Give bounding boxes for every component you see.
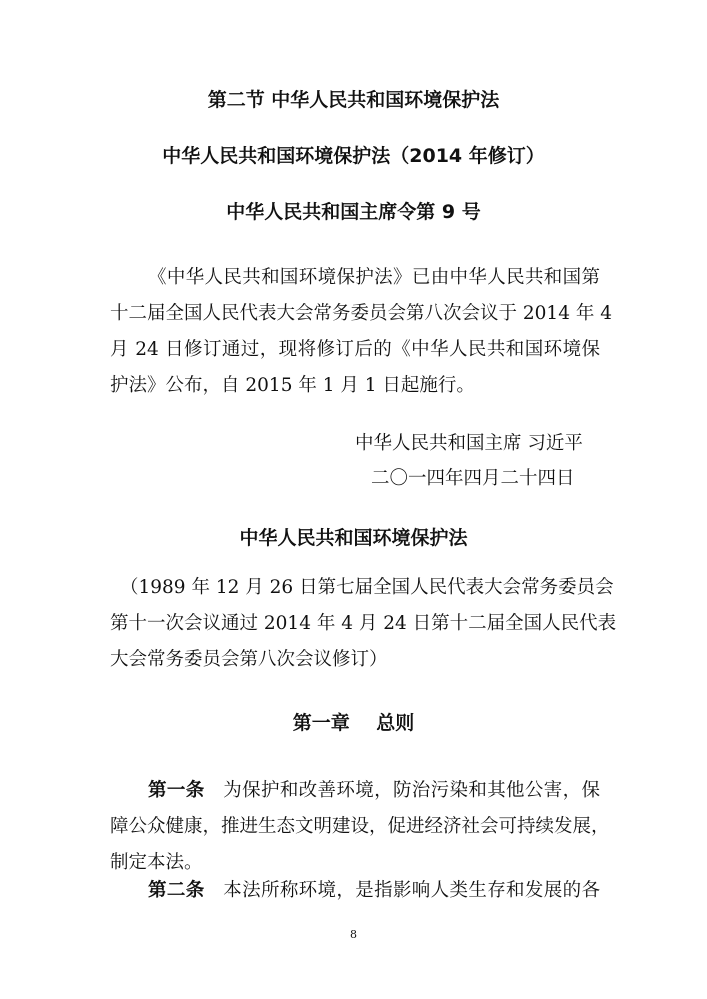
- paragraph-line: 月 24 日修订通过，现将修订后的《中华人民共和国环境保: [110, 339, 600, 360]
- paragraph-line: 障公众健康，推进生态文明建设，促进经济社会可持续发展，: [110, 816, 610, 837]
- adoption-note: [110, 570, 617, 678]
- paragraph-line: 大会常务委员会第八次会议修订）: [110, 649, 388, 670]
- article-text: 为保护和改善环境，防治污染和其他公害，保: [223, 780, 600, 801]
- law-title: 中华人民共和国环境保护法: [239, 527, 468, 549]
- law-title-amended: 中华人民共和国环境保护法（2014 年修订）: [162, 145, 545, 167]
- signatory: 中华人民共和国主席 习近平: [355, 433, 583, 454]
- article-label: 第一条: [148, 780, 205, 801]
- paragraph-line: （1989 年 12 月 26 日第七届全国人民代表大会常务委员会: [120, 577, 614, 598]
- section-title: 第二节 中华人民共和国环境保护法: [207, 89, 500, 111]
- article-2: [110, 873, 600, 909]
- article-text: 本法所称环境，是指影响人类生存和发展的各: [223, 880, 600, 901]
- article-1: [110, 773, 610, 881]
- presidential-order-title: 中华人民共和国主席令第 9 号: [226, 201, 481, 223]
- page-number: 8: [350, 928, 357, 941]
- article-label: 第二条: [148, 880, 205, 901]
- paragraph-line: 护法》公布，自 2015 年 1 月 1 日起施行。: [110, 375, 475, 396]
- paragraph-line: 《中华人民共和国环境保护法》已由中华人民共和国第: [148, 267, 600, 288]
- signature-date: 二〇一四年四月二十四日: [371, 468, 575, 489]
- chapter-title: 第一章 总则: [292, 712, 415, 734]
- paragraph-line: [110, 873, 600, 909]
- paragraph-line: 制定本法。: [110, 852, 203, 873]
- paragraph-line: 第十一次会议通过 2014 年 4 月 24 日第十二届全国人民代表: [110, 613, 617, 634]
- paragraph-line: 十二届全国人民代表大会常务委员会第八次会议于 2014 年 4: [110, 303, 612, 324]
- paragraph-line: [110, 773, 600, 809]
- announcement-paragraph: [110, 260, 612, 404]
